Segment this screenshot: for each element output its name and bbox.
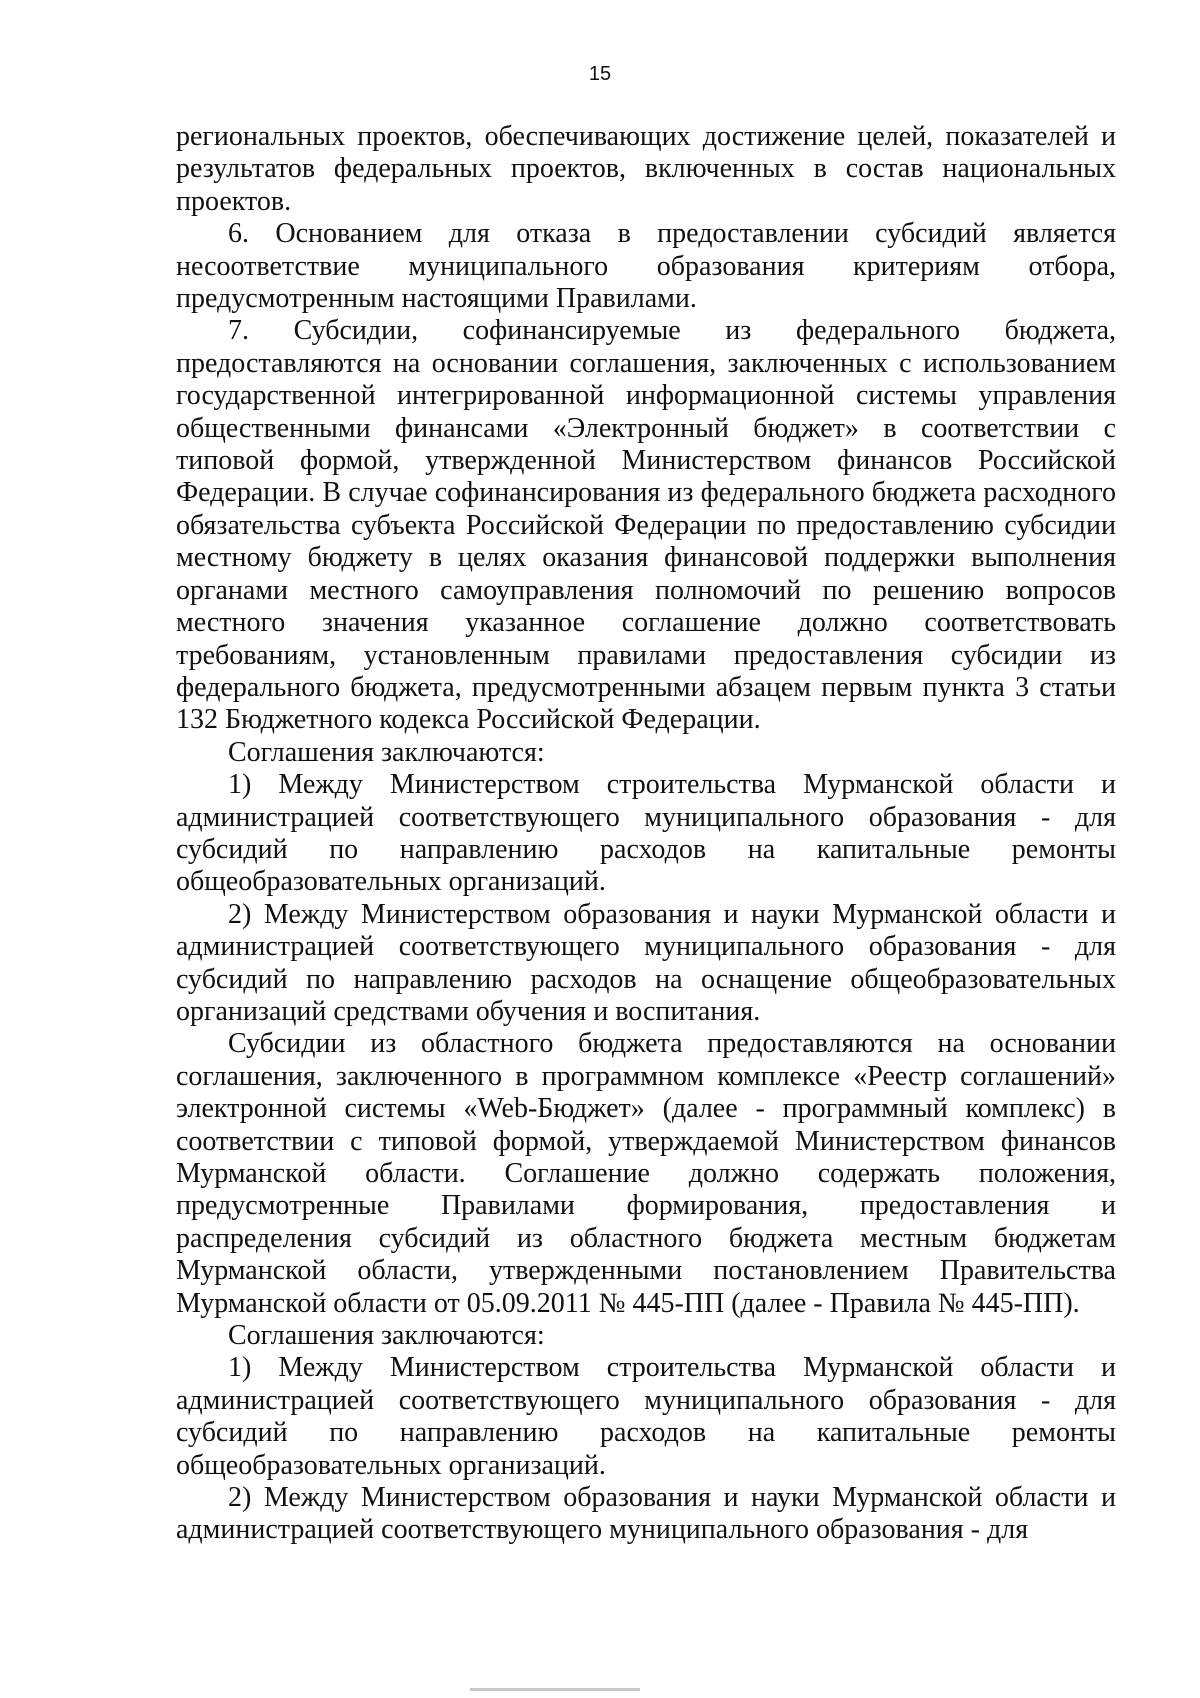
footer-scan-mark (470, 1688, 640, 1691)
paragraph-agreement-2-repeat: 2) Между Министерством образования и науки Мурманской области и администрацией соответствующего муниципального образования - для (176, 1482, 1116, 1546)
paragraph-item-7: 7. Субсидии, софинансируемые из федерального бюджета, предоставляются на основании соглашения, заключенных с использованием государственной интегрированной информационной системы управления общественными финансами «Электронный бюджет» в соответствии с типовой формой, утвержденной Министерством финансов Российской Федерации. В случае софинансирования из федерального бюджета расходного обязательства субъекта Российской Федерации по предоставлению субсидии местному бюджету в целях оказания финансовой поддержки выполнения органами местного самоуправления полномочий по решению вопросов местного значения указанное соглашение должно соответствовать требованиям, установленным правилами предоставления субсидии из федерального бюджета, предусмотренными абзацем первым пункта 3 статьи 132 Бюджетного кодекса Российской Федерации. (176, 315, 1116, 736)
paragraph-agreement-1-repeat: 1) Между Министерством строительства Мурманской области и администрацией соответствующего муниципального образования - для субсидий по направлению расходов на капитальные ремонты общеобразовательных организаций. (176, 1352, 1116, 1481)
paragraph-item-6: 6. Основанием для отказа в предоставлении субсидий является несоответствие муниципального образования критериям отбора, предусмотренным настоящими Правилами. (176, 218, 1116, 315)
paragraph-agreements-heading-2: Соглашения заключаются: (228, 1320, 545, 1352)
page-number: 15 (588, 63, 612, 85)
paragraph-agreement-1: 1) Между Министерством строительства Мурманской области и администрацией соответствующего муниципального образования - для субсидий по направлению расходов на капитальные ремонты общеобразовательных организаций. (176, 769, 1116, 898)
document-body (176, 121, 1116, 1547)
paragraph-continuation: региональных проектов, обеспечивающих достижение целей, показателей и результатов федеральных проектов, включенных в состав национальных проектов. (176, 121, 1116, 217)
paragraph-regional-subsidies: Субсидии из областного бюджета предоставляются на основании соглашения, заключенного в программном комплексе «Реестр соглашений» электронной системы «Web-Бюджет» (далее - программный комплекс) в соответствии с типовой формой, утверждаемой Министерством финансов Мурманской области. Соглашение должно содержать положения, предусмотренные Правилами формирования, предоставления и распределения субсидий из областного бюджета местным бюджетам Мурманской области, утвержденными постановлением Правительства Мурманской области от 05.09.2011 № 445-ПП (далее - Правила № 445-ПП). (176, 1028, 1116, 1319)
paragraph-agreement-2: 2) Между Министерством образования и науки Мурманской области и администрацией соответствующего муниципального образования - для субсидий по направлению расходов на оснащение общеобразовательных организаций средствами обучения и воспитания. (176, 898, 1116, 1027)
paragraph-agreements-heading: Соглашения заключаются: (228, 736, 545, 768)
